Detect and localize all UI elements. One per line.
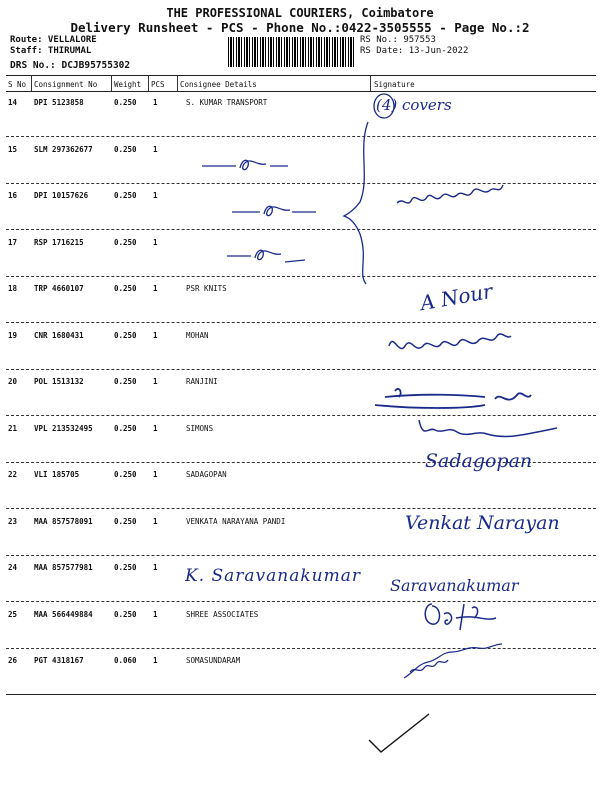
row-weight: 0.250 [114,470,137,479]
row-pcs: 1 [153,144,158,154]
row-consignee: MOHAN [186,330,209,340]
row-weight: 0.250 [114,609,137,619]
table-bottom-rule [6,694,596,695]
rs-number: RS No.: 957553 [360,35,436,45]
column-header-consignment: Consignment No [34,80,98,89]
row-consignment-no: TRP 4660107 [34,284,84,293]
row-weight: 0.250 [114,330,137,340]
row-weight: 0.060 [114,656,137,665]
row-consignment-no: MAA 566449884 [34,609,93,619]
column-divider [370,76,371,91]
drs-number: DRS No.: DCJB95755302 [10,60,131,71]
row-consignee: SIMONS [186,423,214,433]
column-header-signature: Signature [374,80,415,89]
header-rule-top [6,75,596,76]
row-pcs: 1 [153,516,158,526]
signature-tamil [395,185,525,219]
covers-note-text: (4) covers [376,96,452,114]
row-consignment-no: DPI 5123858 [34,98,84,107]
staff-label: Staff: THIRUMAL [10,46,92,56]
row-consignee: SHREE ASSOCIATES [186,609,259,619]
column-divider [177,76,178,91]
row-pcs: 1 [153,563,158,572]
row-separator [6,136,596,137]
row-weight: 0.250 [114,516,137,526]
row-pcs: 1 [153,656,158,665]
row-sno: 15 [8,144,18,154]
row-sno: 23 [8,516,18,526]
row-weight: 0.250 [114,191,137,200]
row-pcs: 1 [153,377,158,386]
tick-mark [365,710,435,764]
row-weight: 0.250 [114,423,137,433]
row-sno: 21 [8,423,18,433]
row-weight: 0.250 [114,377,137,386]
signature-row24: Saravanakumar [390,576,519,595]
ditto-mark [225,244,315,278]
row-consignee: RANJINI [186,377,218,386]
row-pcs: 1 [153,191,158,200]
handwritten-name-row24: K. Saravanakumar [185,566,362,586]
row-pcs: 1 [153,470,158,479]
row-sno: 20 [8,377,18,386]
ditto-mark [200,150,290,184]
row-consignment-no: MAA 857577981 [34,563,93,572]
row-consignment-no: PGT 4318167 [34,656,84,665]
signature-row21 [415,412,565,446]
row-consignment-no: CNR 1680431 [34,330,84,340]
row-weight: 0.250 [114,144,137,154]
row-consignee: PSR KNITS [186,284,227,293]
row-consignment-no: RSP 1716215 [34,237,84,247]
row-pcs: 1 [153,330,158,340]
signature-row19 [385,330,525,364]
document-subtitle: Delivery Runsheet - PCS - Phone No.:0422-3505555 - Page No.:2 [70,20,530,35]
column-header-weight: Weight [114,80,142,89]
signature-row22: Sadagopan [425,450,533,472]
column-header-sno: S No [8,80,27,89]
column-divider [111,76,112,91]
column-header-pcs: PCS [151,80,165,89]
ditto-mark [230,198,320,232]
row-sno: 14 [8,98,18,107]
document-title: THE PROFESSIONAL COURIERS, Coimbatore [166,6,434,20]
row-sno: 17 [8,237,18,247]
row-weight: 0.250 [114,237,137,247]
row-sno: 16 [8,191,18,200]
row-weight: 0.250 [114,284,137,293]
row-sno: 19 [8,330,18,340]
row-pcs: 1 [153,98,158,107]
signature-row25 [420,600,500,640]
row-pcs: 1 [153,237,158,247]
row-sno: 22 [8,470,18,479]
column-divider [148,76,149,91]
row-separator [6,183,596,184]
brace-mark [340,118,380,292]
row-consignment-no: POL 1513132 [34,377,84,386]
row-separator [6,555,596,556]
row-consignee: SADAGOPAN [186,470,227,479]
row-separator [6,601,596,602]
row-weight: 0.250 [114,98,137,107]
signature-row26 [400,648,510,692]
row-consignment-no: DPI 10157626 [34,191,89,200]
row-pcs: 1 [153,423,158,433]
row-sno: 26 [8,656,18,665]
column-divider [31,76,32,91]
row-separator [6,508,596,509]
row-sno: 18 [8,284,18,293]
row-separator [6,322,596,323]
row-sno: 24 [8,563,18,572]
row-consignment-no: MAA 857578091 [34,516,93,526]
row-weight: 0.250 [114,563,137,572]
row-consignment-no: VLI 185705 [34,470,80,479]
column-header-consignee: Consignee Details [180,80,257,89]
row-separator [6,369,596,370]
route-label: Route: VELLALORE [10,35,97,45]
row-pcs: 1 [153,609,158,619]
row-pcs: 1 [153,284,158,293]
signature-row23: Venkat Narayan [405,512,560,534]
header-rule-bottom [6,91,596,92]
barcode [228,37,354,67]
signature-row18: A Nour [418,278,495,316]
covers-note [370,92,470,126]
rs-date: RS Date: 13-Jun-2022 [360,46,469,56]
row-consignee: SOMASUNDARAM [186,656,241,665]
row-consignment-no: VPL 213532495 [34,423,93,433]
row-sno: 25 [8,609,18,619]
row-consignee: VENKATA NARAYANA PANDI [186,516,286,526]
row-consignment-no: SLM 297362677 [34,144,93,154]
row-consignee: S. KUMAR TRANSPORT [186,98,268,107]
